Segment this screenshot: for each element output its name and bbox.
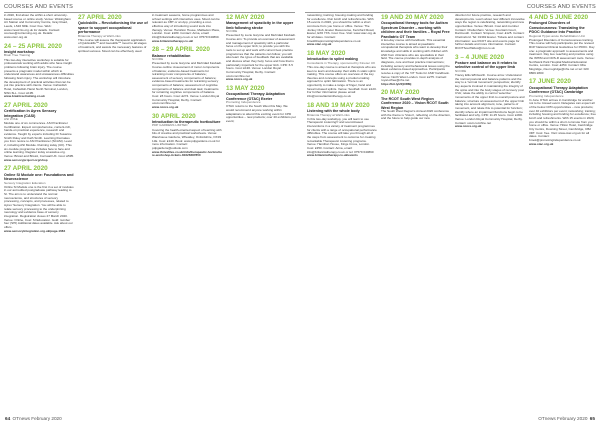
event-date: 4 AND 5 JUNE 2020: [529, 14, 589, 21]
event-listing: [381, 89, 451, 121]
event-listing: [226, 14, 296, 82]
event-listing: [381, 14, 451, 86]
event-description: Covering the health-oriented aspect of learning with bits of creative and practical worksheets. Venue: Warehouse Gardens, Wheatley, Oxfordshire, OX33 1JE. Cost: £140. Book: www.pdpgardens.co.uk for more information. Contact: pdpgardens@outlook.com: [152, 127, 222, 150]
event-description: OTAC returns to the South West this May. We would recommend anyone working within adaptations to attend this exciting event for CPD opportunities – new products; over 40 exhibitors per event;: [226, 104, 296, 123]
event-title: Insight workshop: [4, 49, 35, 54]
event-description: This one-day course is aimed at therapists who are keen to learn and develop their skills in static splint making. This course offers an overview of the key theories and concepts using a product-making approach to splint fabrication. There is an opportunity to make a range of finger, hand and forearm-based splints. Venue: Southall. Cost: £120. For further information please email: info@consultantsintherapy.co.uk: [307, 64, 377, 99]
header-rule-left: [4, 12, 295, 13]
event-organiser: PDP GARDENS LIMITED: [152, 123, 188, 128]
event-listing: [529, 14, 596, 75]
event-text: in 2020, find about the within a short university-based course or online study. Venue: Wokingham Art Station and Community Centre, Gray Road, Leeds, LS16 6RE. Cost: free. Web: www.crescrnts.org.uk for details. Contact: courses@cotnursing.org.uk. Details: www.otsrc.org.uk: [4, 14, 71, 39]
column-2: [78, 14, 148, 412]
event-listing: [4, 102, 74, 163]
event-date: 18 MAY 2020: [307, 49, 346, 57]
event-organiser: Sensory Integration Education: [4, 180, 46, 185]
event-title: Certification in Ayres Sensory Integration (CASI): [4, 109, 57, 118]
column-1: [4, 14, 74, 412]
event-date: 3 – 4 JUNE 2020: [455, 53, 505, 61]
event-organiser: Promoting Independence: [529, 93, 564, 98]
event-description: Module one of six commences. ASI Practitioner Certification. Expect comprehensive, content-rich, hands-on practical experience, research and evidence. Taught by experts including Dr Susanne Smith Roley and Kath Smith. Learning that takes you from novice to ASI Practitioner (SCASI). Level 2, including ASI Module. Running today (UK). This six-module programme includes face to face and online learning. Register today at asiwise.org. Venue: Bristol and Bristol, Cornwall UK. Cost: £595.: [4, 121, 74, 159]
event-link[interactable]: www.britanniatherapy.co.uk/: [152, 38, 194, 43]
event-title: Occupational Therapy Adaptation Conference (OTAC) Exeter: [226, 92, 285, 101]
event-description: In June OTAC arrives in Cambridge for another not to be missed event. Delegates can expect all of the below CPD opportunities – new products; over 40 exhibitors per event; networking; training; including housing and funding for excellence; free lunch and refreshments. With 15 events in 2020, you should be within a short commute from your home or office. Venue: Hilton Hotel, Cambridge City Centre, Downing Street, Cambridge, CB2 3DT. Cost: free. Visit: www.otac.org.uk for all dates. Contact: brook@promotingindependence.co.uk: [529, 97, 596, 142]
event-description: Tracey Ellis-Whitworth. Course aims: Understand the normal postural and balance patterns and the way to a 'normal movement' perspective; identify key aspects involved in maintaining the integrity of the spine and into the body stages of recovery post CVA; relate the ability to control 'selective' movements of the upper limb to overall posture and balance; structure an assessment of the upper limb taking into account alignment, tone, patterns of movement, and relate this to potential for function; identify where an impairment/functions begin to be facilitated and why. CPD: 11.25 hours. Cost: £300. Venue: London Royal Community Hospital, Derby. Contact: ucuti.com/fine.net: [455, 72, 525, 125]
event-listing: [307, 50, 377, 99]
event-title: Balance rehabilitation: [152, 53, 191, 58]
column-3: [152, 14, 222, 412]
event-listing: [455, 54, 525, 129]
event-text: in treatment seasons, home programmes and school settings with interactive uses. Mood can be relevant as CBT or an App, providing a cost-effective way of introducing sound tools into therapy. Venue: Hamilton House, Mabledon Place, London. Cost: £180. Contact: Anna, email: info@britanniatherapy.co.uk or tel: 07579 640890.: [152, 14, 221, 39]
event-link[interactable]: www.thrivefiles.co.uk/info/therapeutic-horticulture-workshop-tickets-81626687850: [152, 149, 222, 158]
event-title: Introduction to splint making: [307, 57, 358, 62]
event-organiser: NCORE: [226, 29, 238, 34]
event-listing: [226, 85, 296, 124]
event-title: Listening with the whole body: [307, 109, 360, 114]
page-footer-left: [4, 416, 62, 421]
header-rule-right: [305, 12, 596, 13]
page-number: 64: [5, 416, 11, 421]
event-title: Management of spasticity in the upper limb following stroke: [226, 21, 294, 30]
event-link[interactable]: www.britanniatherapy.co.uk/events: [307, 153, 358, 158]
event-link[interactable]: www.ncore.org.uk: [152, 105, 179, 110]
event-link[interactable]: www.otac.org.uk: [529, 141, 554, 146]
event-link[interactable]: https://bit.ly/2ZjDRMj: [381, 81, 412, 86]
event-date: 27 APRIL 2020: [4, 101, 48, 109]
event-date: 19 AND 20 MAY 2020: [381, 14, 444, 21]
event-date: 30 APRIL 2020: [152, 112, 196, 120]
event-title: Introduction to therapeutic horticulture: [152, 120, 221, 125]
event-organiser: Britannia Therapy at Wall Links: [78, 33, 121, 38]
event-title: Quickskills – Revolutionising the use of space to support occupational performance: [78, 21, 148, 35]
event-organiser: NCORE: [152, 56, 164, 61]
event-organiser: NCORE: [455, 68, 467, 73]
event-listing: [152, 46, 222, 109]
column-4: [226, 14, 296, 412]
column-6: [381, 14, 451, 412]
event-link[interactable]: www.ncore.org.uk: [455, 124, 482, 129]
event-organiser: ASI WISE: [4, 116, 18, 121]
page-header-left: COURSES AND EVENTS: [4, 4, 74, 10]
event-organiser: Consultants in Therapy, sponsored by Kinetec UK: [307, 60, 376, 65]
event-description: Presented by Lucie Gwynne and Mehrdad Kavbadi. Course outline: Assessment of motor components of balance; evidence-based treatments for retraining motor components of balance; assessment of sensory components of balance; evidence-based treatments for retraining sensory components of balance; assessment of cognitive components of balance and dual task; treatments for retraining cognitive components of balance. Cost: £5 hours. Cost: £274. Venue: London Royal Community Hospital, Derby. Contact: ucuti.com/fine.net: [152, 61, 222, 106]
event-date: 13 MAY 2020: [226, 84, 265, 92]
event-date: 17 JUNE 2020: [529, 78, 571, 86]
event-listing: [78, 14, 148, 53]
page-header-right: COURSES AND EVENTS: [526, 4, 596, 10]
page-number: 65: [589, 416, 595, 421]
event-organiser: Regional Hyper-acute Rehabilitation Unit: [529, 33, 585, 38]
event-description: In this two-day workshop, you will learn to use Therapeutic Listening® and sound-based interventions in a variety of treatment programmes for clients with a range of occupational performance difficulties. The course will take you through all of the steps from assessment to outcome for creating remarkable Therapeutic Listening programs. Venue: Hamilton House, Kings Cross, London. Cost: £350. Contact: Anna, email: info@britanniatherapy.co.uk or tel: 07579 640890: [307, 116, 377, 154]
event-title: Prolonged Disorders of Consciousness: Translating the PDOC Guidance into Practice: [529, 21, 585, 35]
event-date: 27 APRIL 2020: [78, 14, 122, 21]
event-description: Online SI Module one is the first in a set of modules in our accredited postgraduate pathway leading to SI. The aim is to understand the normal neuroscience, and structures of sensory processing, concepts, and processes, related to Ayres' Sensory Integration. You will be able to relate sensory processing to the underpinning neurology and evidence base of sensory integration. Registration closes 27 March 2020. Venue: Online, Cost: SI Education. Gold: number four (SHI) Additional dates available. Ask about our offers.: [4, 184, 74, 229]
event-organiser: Promoting Independence: [226, 100, 261, 105]
event-title: Occupational therapy tools for Autism Spectrum Disorder – working with children and their families – Royal Free Paediatric OT Team: [381, 21, 450, 39]
event-listing: [152, 113, 222, 158]
event-text: direction for future practice, research and developments. Learn about new different innovative ways the region is celebrating, networking and new opportunities. Venue: Bristol. Cost and member Contact: Cheltenham. Venue: Fountain Court, Dartmouth. Contact: Simpson, Cost: £125. Contact: Chelmsford. Tel: 01392 Exeter. Tickets and contact information: see RCOT site and events page for further details and more information. Contact: RCOTSouthWest@rcot.co.uk: [455, 14, 525, 50]
event-title: The RCOT South West Region Conference 2020 – Vision RCOT South West Region: [381, 96, 449, 110]
event-description: This course will assess the therapeutic application of Quickskills™ and Geoskills™ mood to all stages of treatment, and assists the necessary features of spiritual success. Mood can be effectively used: [78, 37, 147, 53]
column-7: [455, 14, 525, 412]
event-listing: [529, 78, 596, 146]
event-description: Presented by Lucie Gwynne and Mehrdad Kavbadi. Course aim: To provide an overview of assessment and management of spasticity with a particular focus on the upper limb; to provide you with the tools to set up and work with current best practice programmes that the patients can follow; you will also learn the types of feedback that are available and discuss when they help; focus and how that is particularly important for the upper limb. CPD: 6.5 hours. Cost: £130. Venue: London Royal Community Hospital, Derby. Contact: ucuti.com/fine.net: [226, 33, 296, 78]
event-listing: [307, 102, 377, 158]
event-title: Posture and balance as it relates to selective control of the upper limb: [455, 60, 517, 70]
event-title: Online SI Module one: Foundations and Neuroscience: [4, 172, 74, 182]
column-5: [307, 14, 377, 412]
event-link[interactable]: www.braintreetraining.co.uk: [4, 94, 45, 99]
event-link[interactable]: www.sensoryintegration.org.uk/page-1684: [4, 228, 66, 233]
event-listing: [4, 43, 74, 99]
event-organiser: Brain Tree Training: [4, 53, 31, 58]
event-date: 20 MAY 2020: [381, 89, 420, 97]
event-link[interactable]: www.sensoryproject.org/shop: [4, 157, 48, 162]
event-link[interactable]: www.ncore.org.uk: [226, 77, 253, 82]
event-description: Prolonged Disorders of Consciousness training. This course will help participants put the revised RCP National Clinical Guidelines for PDOC. Day one: a pragmatic approach to assessments and treatment. Day two: teaching and practice using the WHIM and CRS-R assessment tools. Venue: Northwick Park Hospital Medical Education Centre, London. Cost: £250. Contact: Rita Mogridge, rita.mogridge@nhs.net or tel: 020 8869 2800: [529, 37, 595, 75]
event-listing: [4, 165, 74, 233]
event-date: 12 MAY 2020: [226, 14, 265, 21]
event-organiser: Britannia Therapy at Wall Links: [307, 112, 350, 117]
event-title: Occupational Therapy Adaptation Conference (OTAC) Cambridge: [529, 85, 588, 95]
event-description: The South West Region's Annual 2020 conference with the theme is 'Vision', reflecting on the direction, and the future to help guide our new: [381, 109, 451, 121]
publication-name: OTnews February 2020: [12, 416, 62, 421]
event-description: This two-day interactive workshop is suitable for professionals working with adults who have insight problems following brain injury. The course presents a pragmatic model within which to understand awareness and unawareness difficulties following brain injury. The workshop will introduce the development of practical activities that can be put into practice with clients. Venue: Cahwdish Hotel, Cahwdish-Hazel North Terminal, London, NW1 6LL. Cost: £195.: [4, 57, 74, 95]
event-date: 28 – 29 APRIL 2020: [152, 46, 210, 54]
page-footer-right: [538, 416, 596, 421]
event-date: 18 AND 19 MAY 2020: [307, 101, 370, 109]
event-date: 27 APRIL 2020: [4, 165, 48, 173]
publication-name: OTnews February 2020: [538, 416, 588, 421]
column-8: [529, 14, 596, 412]
event-date: 24 – 25 APRIL 2020: [4, 42, 62, 50]
event-description: A two-day course with handbook. This essential interactive course is aimed at paediatric occupational therapists who want to develop their knowledge and skills in working with children with ASD from clinicians who are specialists in their field. The course provides in-depth analysis of diagnosis, core and best practice interventions; including sensory and behavioural issues using the latest evidence-based approaches. Participants receive a copy of the 'OT Tools for ASD' handbook. Venue: North West London. Cost: £275. Contact: royal.otfree@nhs.net: [381, 38, 450, 83]
event-text: networking; training; housing making and funding for excellence. Run lunch and refreshments. With 15 events in 2020, you should be within a short commute from you home or office. Venue: The Jockey Club, Exeter Racecourse, Kennford Road, Exeter, EX6 7XS. Cost: free. Visit: www.otac.org.uk for all dates. Contact: brookbhapromotingindependence.co.uk: [307, 14, 377, 43]
event-link[interactable]: www.otac.org.uk: [307, 42, 332, 47]
